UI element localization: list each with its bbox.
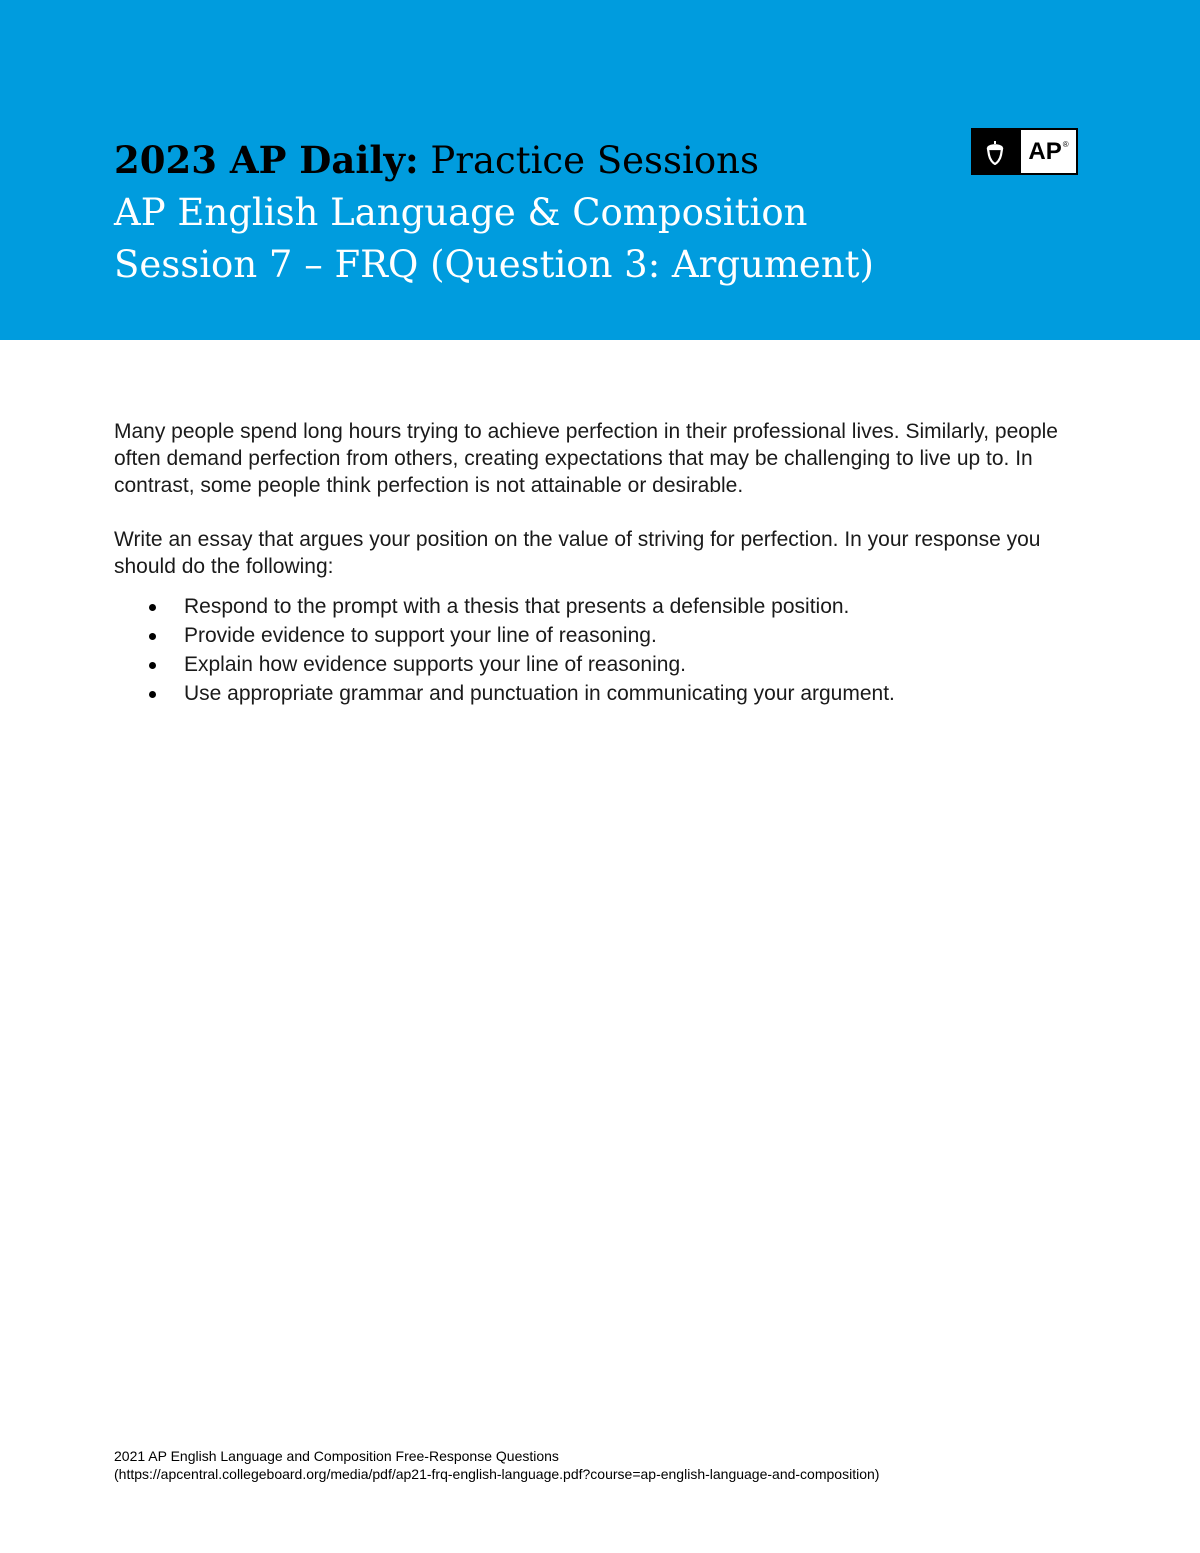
page-title bbox=[114, 134, 874, 187]
bullet-icon bbox=[149, 633, 156, 640]
ap-logo-text bbox=[1019, 128, 1078, 175]
list-item bbox=[114, 592, 1074, 621]
list-item bbox=[114, 621, 1074, 650]
page-title-strong: 2023 AP Daily: bbox=[114, 138, 419, 182]
list-item bbox=[114, 679, 1074, 708]
main-content bbox=[114, 418, 1074, 708]
prompt-paragraph: Many people spend long hours trying to achieve perfection in their professional lives. Similarly, people often demand perfection from others, creating expectations that may be challenging to live up to. In contrast, some people think perfection is not attainable or desirable. bbox=[114, 420, 1058, 497]
bullet-icon bbox=[149, 691, 156, 698]
acorn-icon bbox=[971, 128, 1019, 175]
session-subtitle: Session 7 – FRQ (Question 3: Argument) bbox=[114, 243, 874, 286]
header-titles bbox=[114, 134, 874, 291]
source-title: 2021 AP English Language and Composition Free-Response Questions bbox=[114, 1448, 559, 1464]
ap-logo-label: AP bbox=[1028, 137, 1062, 165]
course-subtitle: AP English Language & Composition bbox=[114, 191, 808, 234]
list-item-text: Provide evidence to support your line of reasoning. bbox=[184, 624, 657, 647]
instructions-paragraph: Write an essay that argues your position on the value of striving for perfection. In your response you should do the following: bbox=[114, 528, 1041, 578]
header-banner bbox=[0, 0, 1200, 340]
list-item-text: Explain how evidence supports your line of reasoning. bbox=[184, 653, 686, 676]
source-footer bbox=[114, 1447, 879, 1483]
list-item bbox=[114, 650, 1074, 679]
list-item-text: Use appropriate grammar and punctuation in communicating your argument. bbox=[184, 682, 895, 705]
source-url: (https://apcentral.collegeboard.org/media/pdf/ap21-frq-english-language.pdf?course=ap-english-language-and-composition) bbox=[114, 1466, 880, 1482]
list-item-text: Respond to the prompt with a thesis that presents a defensible position. bbox=[184, 595, 850, 618]
registered-mark: ® bbox=[1062, 140, 1069, 149]
ap-logo bbox=[971, 128, 1078, 175]
bullet-icon bbox=[149, 604, 156, 611]
page-title-rest: Practice Sessions bbox=[418, 139, 759, 182]
bullet-icon bbox=[149, 662, 156, 669]
requirements-list bbox=[114, 592, 1074, 708]
